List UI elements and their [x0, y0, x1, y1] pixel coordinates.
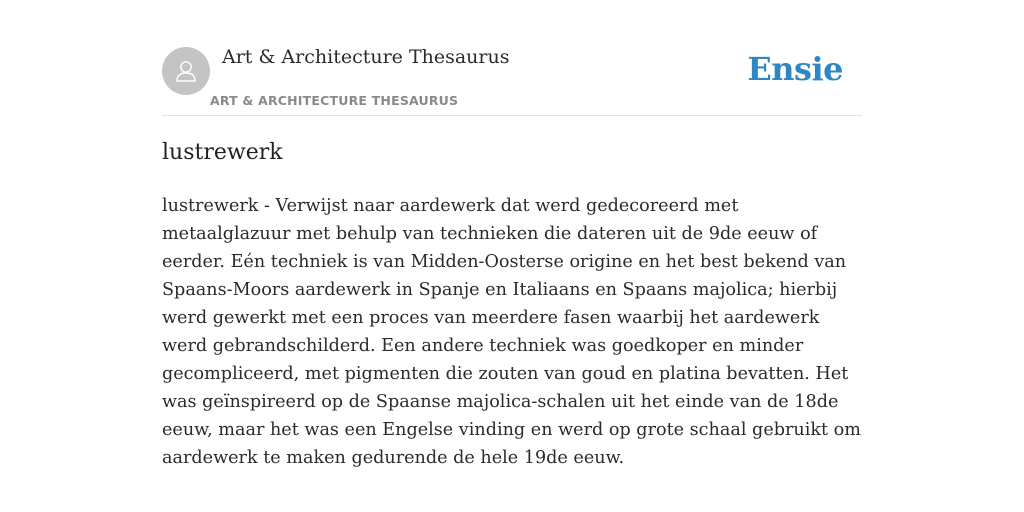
author-name[interactable]: Art & Architecture Thesaurus — [222, 46, 510, 68]
header — [162, 0, 862, 116]
ensie-logo[interactable]: Ensie — [747, 50, 843, 88]
avatar[interactable] — [162, 47, 210, 95]
user-icon — [172, 57, 200, 85]
page — [162, 0, 862, 468]
source-label[interactable]: ART & ARCHITECTURE THESAURUS — [210, 93, 459, 108]
page-title: lustrewerk — [162, 140, 283, 165]
definition-text: lustrewerk - Verwijst naar aardewerk dat werd gedecoreerd met metaalglazuur met behulp van technieken die dateren uit de 9de eeuw of eerder. Eén techniek is van Midden-Oosterse origine en het best bekend van Spaans-Moors aardewerk in Spanje en Italiaans en Spaans majolica; hierbij werd gewerkt met een proces van meerdere fasen waarbij het aardewerk werd gebrandschilderd. Een andere techniek was goedkoper en minder gecompliceerd, met pigmenten die zouten van goud en platina bevatten. Het was geïnspireerd op de Spaanse majolica-schalen uit het einde van de 18de eeuw, maar het was een Engelse vinding en werd op grote schaal gebruikt om aardewerk te maken gedurende de hele 19de eeuw. — [162, 196, 861, 468]
